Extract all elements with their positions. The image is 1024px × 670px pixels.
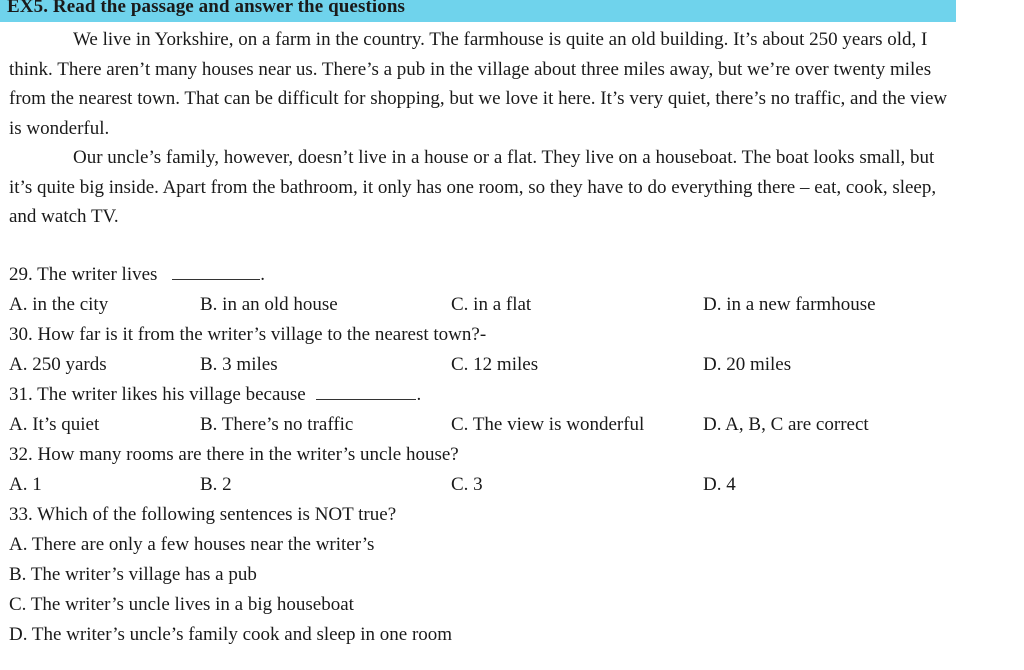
option-29-d: D. in a new farmhouse [703, 294, 876, 315]
question-31-stem: 31. The writer likes his village because [9, 384, 306, 405]
option-31-d: D. A, B, C are correct [703, 414, 869, 435]
option-32-a: A. 1 [9, 474, 42, 495]
option-33-b: B. The writer’s village has a pub [9, 564, 257, 585]
option-32-b: B. 2 [200, 474, 232, 495]
question-29 [9, 264, 265, 286]
question-31 [9, 384, 421, 406]
option-33-d: D. The writer’s uncle’s family cook and sleep in one room [9, 624, 453, 645]
passage-paragraph-2: Our uncle’s family, however, doesn’t live in a house or a flat. They live on a houseboat. The boat looks small, but it’s quite big inside. Apart from the bathroom, it only has one room, so they have to do everything there – eat, cook, sleep, and watch TV. [9, 147, 937, 227]
option-33-a: A. There are only a few houses near the writer’s [9, 534, 375, 555]
option-33-c: C. The writer’s uncle lives in a big houseboat [9, 594, 354, 615]
option-31-c: C. The view is wonderful [451, 414, 645, 435]
question-29-stem: 29. The writer lives [9, 264, 158, 285]
option-32-c: C. 3 [451, 474, 483, 495]
answer-blank [316, 385, 416, 400]
option-31-a: A. It’s quiet [9, 414, 100, 435]
question-32-stem: 32. How many rooms are there in the writer’s uncle house? [9, 444, 459, 465]
option-30-c: C. 12 miles [451, 354, 539, 375]
passage-paragraph-1: We live in Yorkshire, on a farm in the country. The farmhouse is quite an old building. It’s about 250 years old, I think. There aren’t many houses near us. There’s a pub in the village about three miles away, but we’re over twenty miles from the nearest town. That can be difficult for shopping, but we love it here. It’s very quiet, there’s no traffic, and the view is wonderful. [9, 29, 948, 139]
option-29-a: A. in the city [9, 294, 109, 315]
question-30 [9, 324, 486, 346]
question-33 [9, 504, 396, 526]
option-31-b: B. There’s no traffic [200, 414, 354, 435]
exercise-title: EX5. Read the passage and answer the questions [7, 0, 406, 17]
option-29-c: C. in a flat [451, 294, 532, 315]
option-30-a: A. 250 yards [9, 354, 107, 375]
question-30-stem: 30. How far is it from the writer’s village to the nearest town?- [9, 324, 487, 345]
exercise-header [0, 0, 956, 22]
question-33-stem: 33. Which of the following sentences is NOT true? [9, 504, 397, 525]
blank-suffix: . [260, 264, 265, 285]
option-30-d: D. 20 miles [703, 354, 792, 375]
answer-blank [172, 265, 260, 280]
option-29-b: B. in an old house [200, 294, 338, 315]
blank-suffix: . [416, 384, 422, 405]
option-30-b: B. 3 miles [200, 354, 278, 375]
question-32 [9, 444, 459, 466]
option-32-d: D. 4 [703, 474, 736, 495]
